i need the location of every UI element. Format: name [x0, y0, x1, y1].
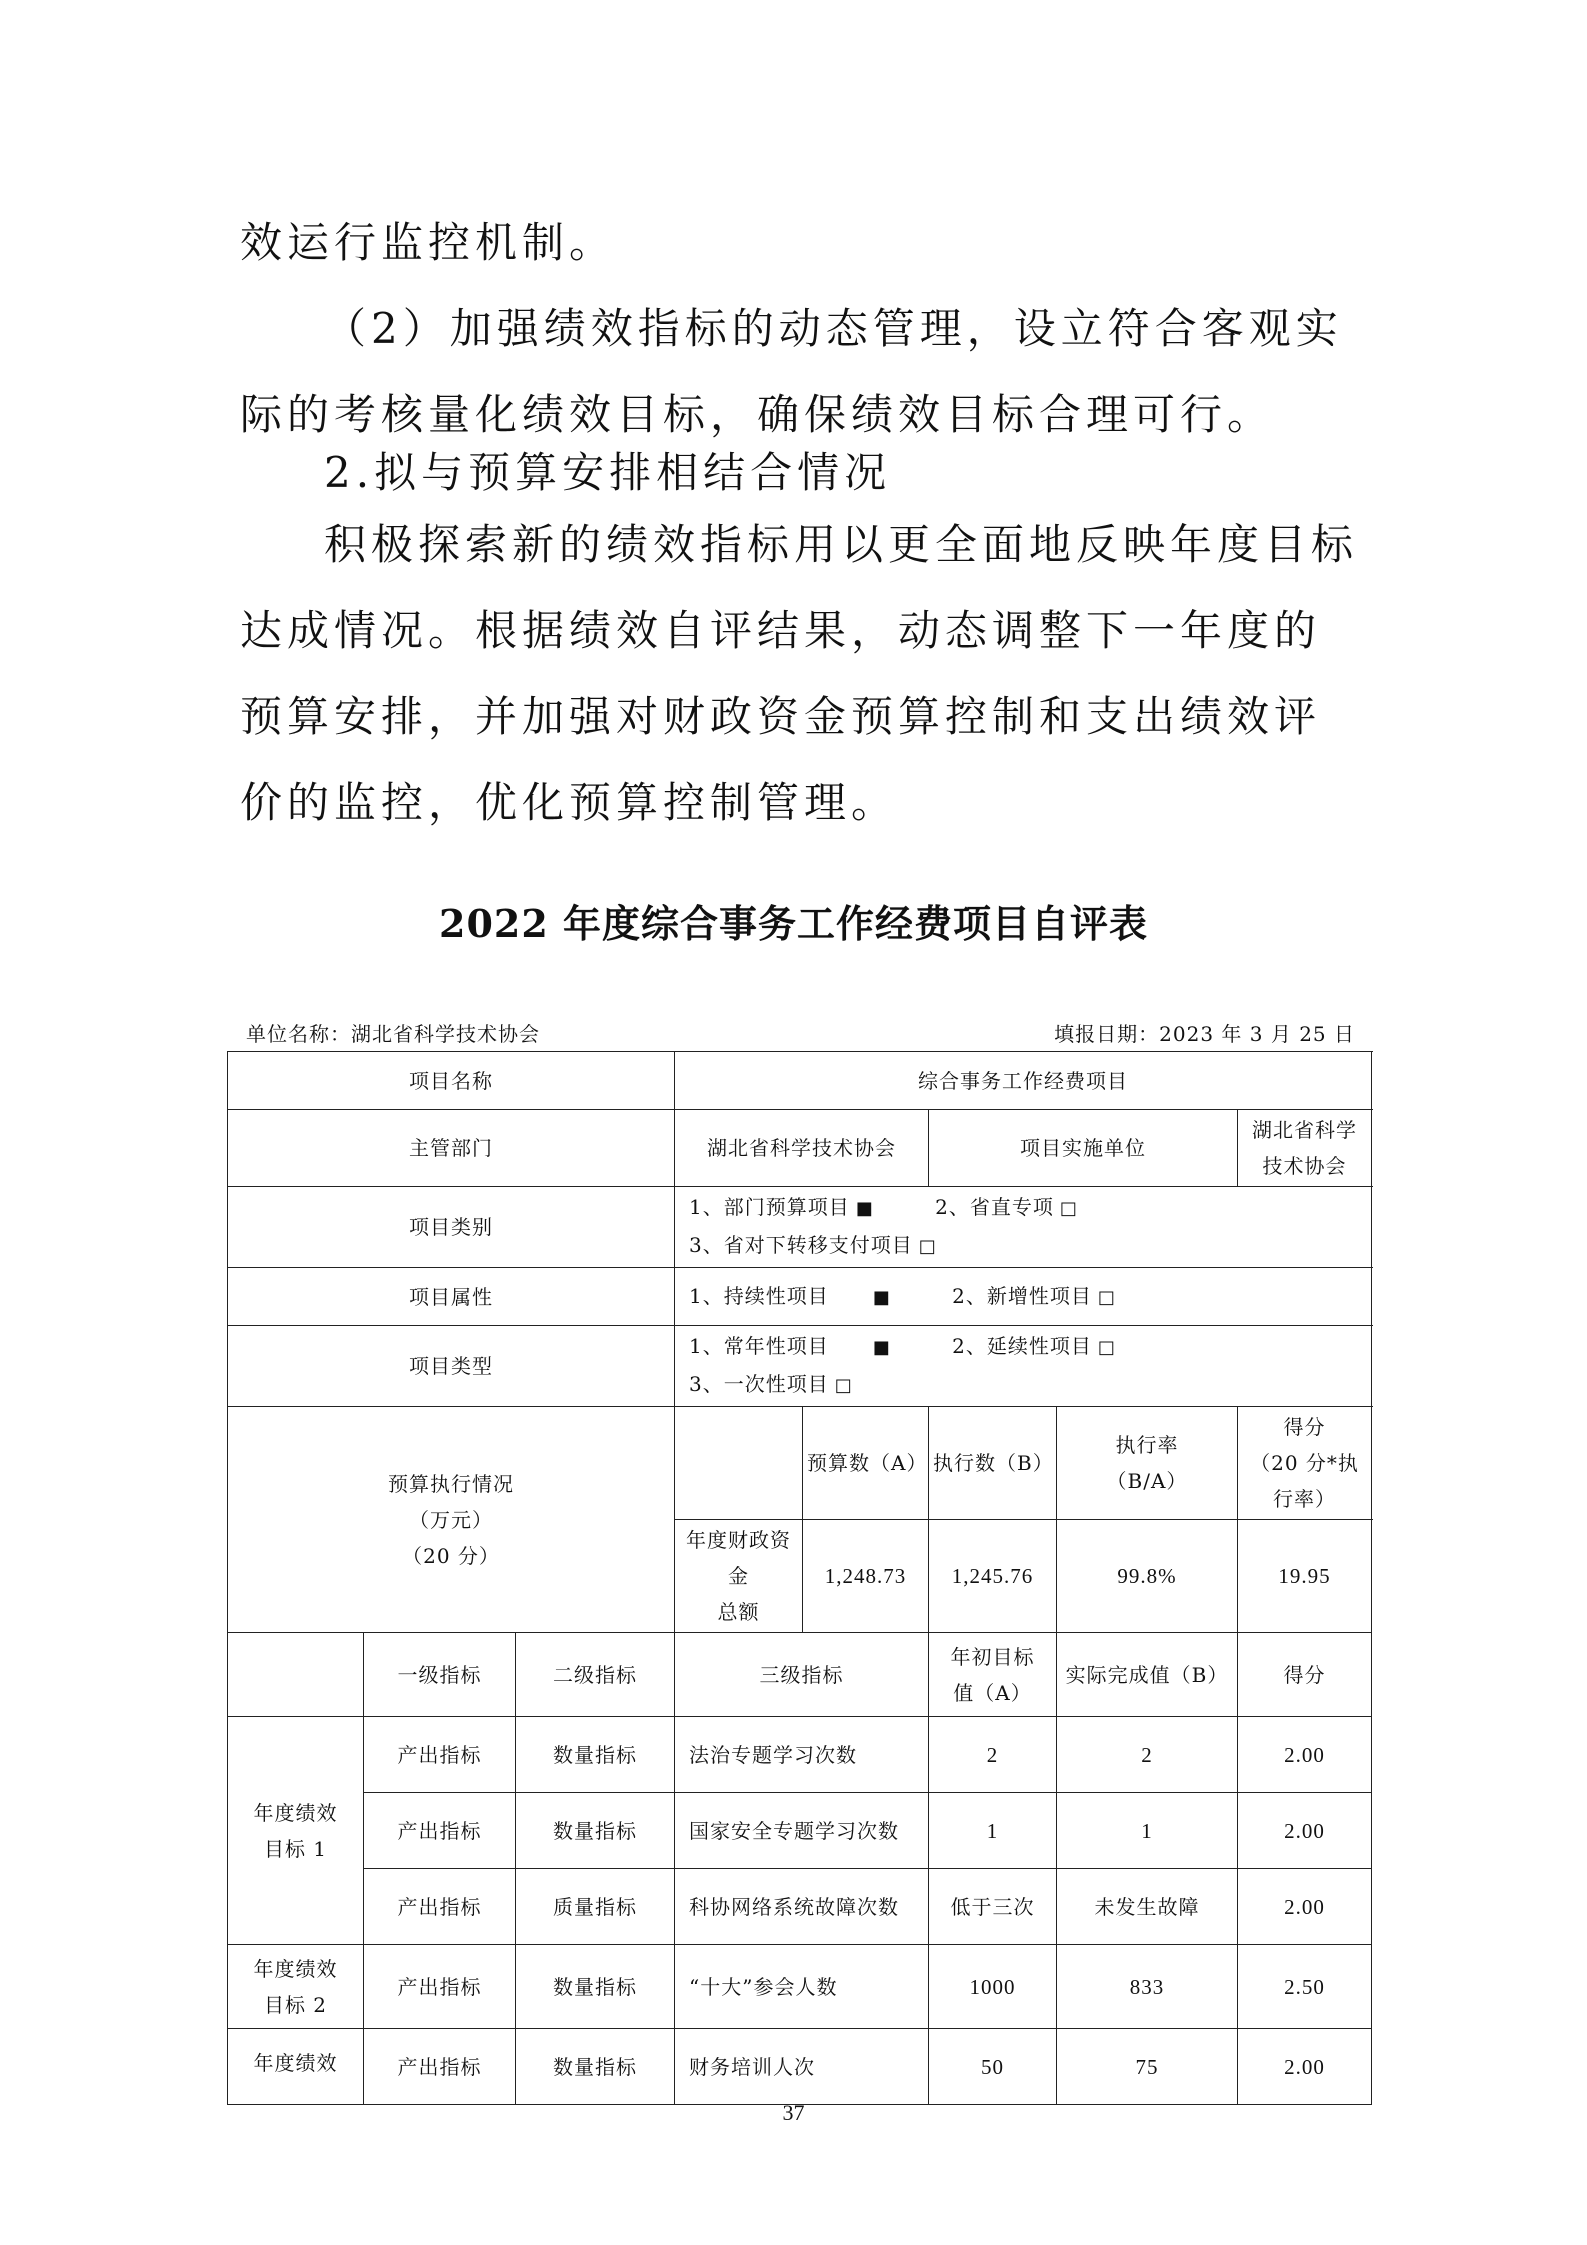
- target-header: 年初目标 值（A）: [929, 1633, 1057, 1717]
- category-option-2: 2、省直专项: [935, 1195, 1054, 1219]
- indicator-level1: 产出指标: [364, 1869, 516, 1945]
- project-name-value: 综合事务工作经费项目: [675, 1052, 1372, 1110]
- type-option-3: 3、一次性项目: [689, 1372, 829, 1396]
- unit-name: 单位名称：湖北省科学技术协会: [246, 1022, 540, 1046]
- indicator-target: 2: [929, 1717, 1057, 1793]
- rate-value: 99.8%: [1057, 1520, 1238, 1633]
- attribute-label: 项目属性: [228, 1268, 675, 1326]
- indicator-level3: “十大”参会人数: [675, 1945, 929, 2029]
- indicator-level1: 产出指标: [364, 1793, 516, 1869]
- table-row: [228, 1717, 1372, 1793]
- type-options: [675, 1326, 1372, 1407]
- goal-group-label: 年度绩效 目标 1: [228, 1717, 364, 1945]
- row-type: [228, 1326, 1372, 1407]
- budget-row-label: 年度财政资金 总额: [675, 1520, 803, 1633]
- checkbox-empty-icon: □: [1097, 1286, 1116, 1308]
- project-name-label: 项目名称: [228, 1052, 675, 1110]
- goal-group-label: 年度绩效: [228, 2029, 364, 2105]
- department-label: 主管部门: [228, 1110, 675, 1187]
- indicator-score: 2.00: [1238, 1869, 1372, 1945]
- type-option-2: 2、延续性项目: [952, 1334, 1092, 1358]
- type-option-1: 1、常年性项目: [689, 1334, 829, 1358]
- indicator-level2: 数量指标: [516, 1793, 675, 1869]
- paragraph-3: 2.拟与预算安排相结合情况: [324, 448, 892, 497]
- paragraph-1: 效运行监控机制。: [240, 218, 617, 267]
- checkbox-empty-icon: □: [1097, 1337, 1116, 1358]
- budget-label: 预算执行情况 （万元） （20 分）: [228, 1407, 675, 1633]
- table-row: [228, 1793, 1372, 1869]
- indicator-target: 1: [929, 1793, 1057, 1869]
- checkbox-checked-icon: ■: [855, 1198, 874, 1219]
- implementer-label: 项目实施单位: [929, 1110, 1238, 1187]
- score-value: 19.95: [1238, 1520, 1372, 1633]
- indicator-actual: 未发生故障: [1057, 1869, 1238, 1945]
- indicator-target: 1000: [929, 1945, 1057, 2029]
- rate-col-header: 执行率 （B/A）: [1057, 1407, 1238, 1520]
- budget-value: 1,248.73: [803, 1520, 929, 1633]
- indicator-actual: 75: [1057, 2029, 1238, 2105]
- category-label: 项目类别: [228, 1187, 675, 1268]
- indicator-score: 2.00: [1238, 2029, 1372, 2105]
- row-project-name: [228, 1052, 1372, 1110]
- category-options: [675, 1187, 1372, 1268]
- level3-header: 三级指标: [675, 1633, 929, 1717]
- page-number: 37: [782, 2100, 805, 2125]
- report-date: 填报日期：2023 年 3 月 25 日: [1054, 1022, 1355, 1046]
- indicator-level3: 科协网络系统故障次数: [675, 1869, 929, 1945]
- exec-col-header: 执行数（B）: [929, 1407, 1057, 1520]
- exec-value: 1,245.76: [929, 1520, 1057, 1633]
- goal-group-label: 年度绩效 目标 2: [228, 1945, 364, 2029]
- indicator-level2: 数量指标: [516, 2029, 675, 2105]
- indicator-level3: 国家安全专题学习次数: [675, 1793, 929, 1869]
- indicator-level3: 法治专题学习次数: [675, 1717, 929, 1793]
- row-category: [228, 1187, 1372, 1268]
- attribute-option-1: 1、持续性项目: [689, 1283, 829, 1308]
- row-indicator-header: [228, 1633, 1372, 1717]
- self-evaluation-table: [227, 1051, 1372, 2105]
- indicator-target: 50: [929, 2029, 1057, 2105]
- checkbox-empty-icon: □: [918, 1236, 937, 1257]
- indicator-level2: 质量指标: [516, 1869, 675, 1945]
- department-value: 湖北省科学技术协会: [675, 1110, 929, 1187]
- type-label: 项目类型: [228, 1326, 675, 1407]
- indicator-actual: 2: [1057, 1717, 1238, 1793]
- row-attribute: [228, 1268, 1372, 1326]
- level1-header: 一级指标: [364, 1633, 516, 1717]
- table-row: [228, 1945, 1372, 2029]
- checkbox-checked-icon: ■: [872, 1286, 891, 1308]
- table-title: 2022 年度综合事务工作经费项目自评表: [439, 901, 1148, 946]
- paragraph-2: （2）加强绩效指标的动态管理，设立符合客观实际的考核量化绩效目标，确保绩效目标合理可行。: [240, 304, 1343, 439]
- indicator-actual: 833: [1057, 1945, 1238, 2029]
- indicator-score: 2.00: [1238, 1717, 1372, 1793]
- indicator-level1: 产出指标: [364, 1945, 516, 2029]
- score-col-header: 得分 （20 分*执行率）: [1238, 1407, 1372, 1520]
- attribute-option-2: 2、新增性项目: [952, 1283, 1092, 1308]
- implementer-value: 湖北省科学技术协会: [1238, 1110, 1372, 1187]
- indicator-score: 2.00: [1238, 1793, 1372, 1869]
- indicator-level1: 产出指标: [364, 1717, 516, 1793]
- score-header: 得分: [1238, 1633, 1372, 1717]
- category-option-3: 3、省对下转移支付项目: [689, 1233, 913, 1257]
- indicator-level2: 数量指标: [516, 1717, 675, 1793]
- category-option-1: 1、部门预算项目: [689, 1195, 850, 1219]
- indicator-level2: 数量指标: [516, 1945, 675, 2029]
- attribute-options: [675, 1268, 1372, 1326]
- indicator-level3: 财务培训人次: [675, 2029, 929, 2105]
- indicator-level1: 产出指标: [364, 2029, 516, 2105]
- actual-header: 实际完成值（B）: [1057, 1633, 1238, 1717]
- table-row: [228, 2029, 1372, 2105]
- table-row: [228, 1869, 1372, 1945]
- checkbox-checked-icon: ■: [872, 1337, 891, 1358]
- budget-col-header: 预算数（A）: [803, 1407, 929, 1520]
- checkbox-empty-icon: □: [834, 1375, 853, 1396]
- paragraph-4: 积极探索新的绩效指标用以更全面地反映年度目标达成情况。根据绩效自评结果，动态调整下一年度的预算安排，并加强对财政资金预算控制和支出绩效评价的监控，优化预算控制管理。: [240, 520, 1359, 827]
- indicator-actual: 1: [1057, 1793, 1238, 1869]
- level2-header: 二级指标: [516, 1633, 675, 1717]
- indicator-score: 2.50: [1238, 1945, 1372, 2029]
- row-budget-header: [228, 1407, 1372, 1520]
- checkbox-empty-icon: □: [1059, 1198, 1078, 1219]
- indicator-target: 低于三次: [929, 1869, 1057, 1945]
- row-department: [228, 1110, 1372, 1187]
